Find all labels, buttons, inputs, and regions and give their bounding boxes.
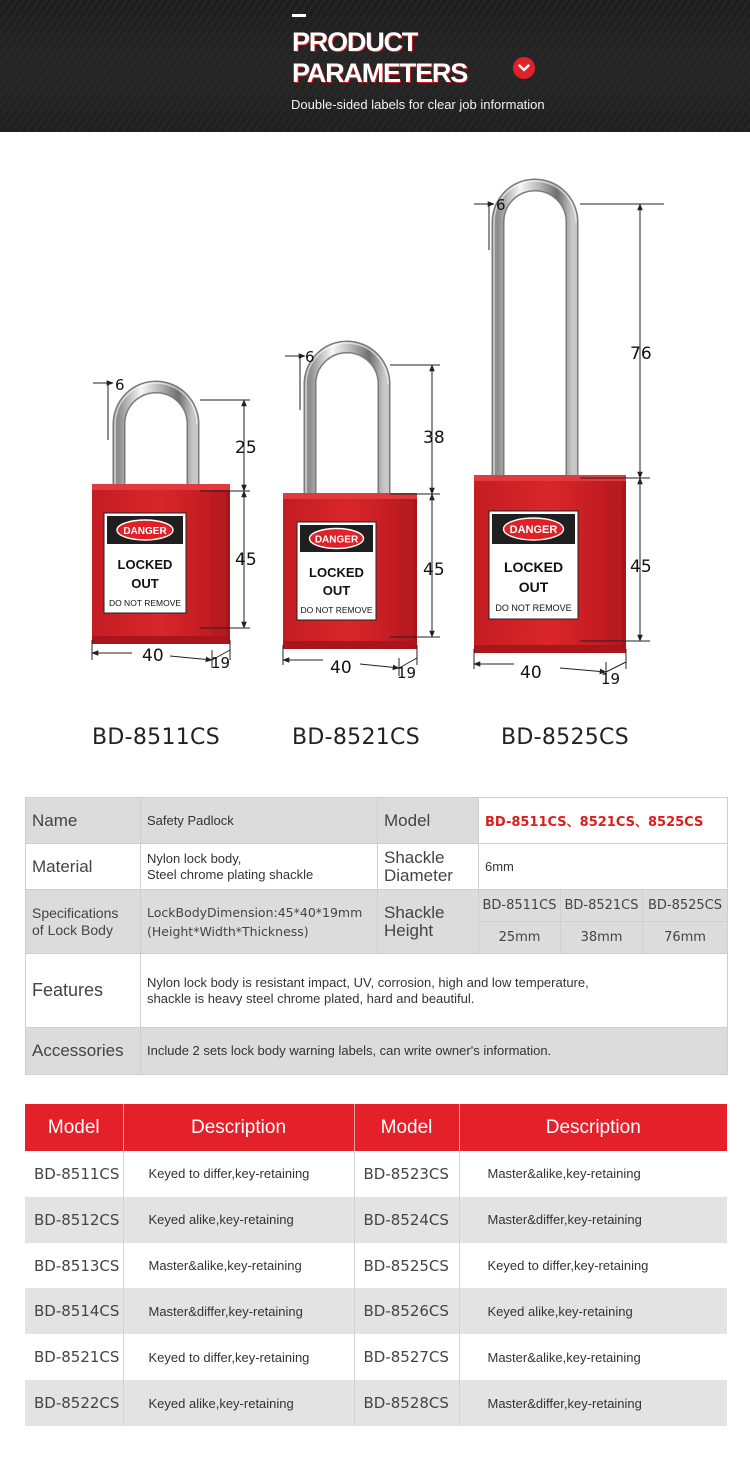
row-1-desc-b: Master&alike,key-retaining [487,1166,641,1182]
padlock-1 [92,376,257,672]
row-2-desc-a: Keyed alike,key-retaining [123,1197,354,1243]
spec-shackle-dia-label-1: Shackle [384,847,445,867]
padlock-3 [474,181,664,688]
row-5-model-b: BD-8527CS [354,1334,459,1380]
header-banner [0,0,750,132]
spec-table [25,797,728,1075]
lock-1-locked-text: LOCKED [117,557,173,572]
spec-shackle-h-model-2: BD-8521CS [561,890,643,922]
row-4-model-b: BD-8526CS [354,1288,459,1334]
row-6-desc-b: Master&differ,key-retaining [459,1380,727,1426]
model-description-table [25,1104,727,1426]
spec-features-value [141,954,728,1028]
lock-2-locked-text: LOCKED [309,565,364,580]
lock-3-model-caption: BD-8525CS [501,725,629,750]
lock-2-remove-text: DO NOT REMOVE [300,605,373,615]
lock-3-dim-shackle: 76 [630,344,652,364]
spec-material-label: Material [26,844,141,890]
spec-shackle-h-value-3: 76mm [643,922,728,954]
spec-shackle-dia-value: 6mm [479,844,728,890]
row-3-desc-b: Keyed to differ,key-retaining [487,1258,649,1274]
row-5-desc-b: Master&alike,key-retaining [487,1349,641,1365]
spec-features-label: Features [26,954,141,1028]
row-4-desc-a: Master&differ,key-retaining [123,1288,354,1334]
row-5-desc-a: Keyed to differ,key-retaining [123,1334,354,1380]
lock-2-dim-dia: 6 [305,348,315,366]
model-table-header [25,1104,727,1151]
spec-row-specs-top [26,890,728,922]
row-6-desc-a: Keyed alike,key-retaining [123,1380,354,1426]
lock-1-dim-thick: 19 [211,654,231,672]
spec-shackle-h-model-3: BD-8525CS [643,890,728,922]
page-subtitle: Double-sided labels for clear job information [291,97,545,112]
header-model-2: Model [354,1104,459,1151]
row-3-desc-a: Master&alike,key-retaining [123,1243,354,1289]
table-row [25,1151,727,1197]
spec-shackle-h-model-1: BD-8511CS [479,890,561,922]
spec-name-label: Name [26,798,141,844]
spec-material-line1: Nylon lock body, [147,850,242,866]
spec-model-label: Model [378,798,479,844]
lock-3-locked-text: LOCKED [503,559,564,575]
table-row [25,1288,727,1334]
row-2-model-b: BD-8524CS [354,1197,459,1243]
header-description-1: Description [123,1104,354,1151]
spec-row-features [26,954,728,1028]
row-3-model-a: BD-8513CS [25,1243,123,1289]
lock-1-dim-dia: 6 [115,376,125,394]
spec-shackle-h-value-1: 25mm [479,922,561,954]
row-4-desc-b: Keyed alike,key-retaining [459,1288,727,1334]
row-1-desc-a: Keyed to differ,key-retaining [123,1151,354,1197]
lock-2-dim-body: 45 [423,560,445,580]
header-description-2: Description [459,1104,727,1151]
spec-shackle-h-label-1: Shackle [384,902,445,922]
padlock-2 [283,343,445,682]
spec-features-line1: Nylon lock body is resistant impact, UV, corrosion, high and low temperature, [147,974,589,990]
lock-2-dim-shackle: 38 [423,428,445,448]
spec-row-material [26,844,728,890]
page-title-line1: PRODUCT [292,27,418,57]
spec-shackle-h-label [378,890,479,954]
lock-2-dim-thick: 19 [397,664,417,682]
spec-name-value: Safety Padlock [141,798,378,844]
row-6-model-b: BD-8528CS [354,1380,459,1426]
spec-model-value: BD-8511CS、8521CS、8525CS [479,798,728,844]
row-6-model-a: BD-8522CS [25,1380,123,1426]
spec-row-name [26,798,728,844]
spec-body-value-2: (Height*Width*Thickness) [147,923,309,939]
row-2-desc-b: Master&differ,key-retaining [459,1197,727,1243]
row-1-model-a: BD-8511CS [25,1151,123,1197]
table-row [25,1197,727,1243]
spec-accessories-value: Include 2 sets lock body warning labels, can write owner's information. [141,1028,728,1075]
title-accent-bar [292,14,306,17]
spec-body-label [26,890,141,954]
lock-3-dim-body: 45 [630,557,652,577]
spec-shackle-h-label-2: Height [384,920,434,940]
padlock-dimension-drawing [0,132,750,792]
lock-1-model-caption: BD-8511CS [92,725,220,750]
lock-2-dim-width: 40 [330,658,352,678]
spec-body-label-2: of Lock Body [32,921,113,938]
table-row [25,1334,727,1380]
spec-material-value [141,844,378,890]
lock-3-remove-text: DO NOT REMOVE [495,603,572,613]
lock-1-danger-text: DANGER [123,526,167,537]
lock-3-dim-thick: 19 [601,670,621,688]
chevron-down-icon [513,57,535,79]
row-4-model-a: BD-8514CS [25,1288,123,1334]
spec-shackle-h-value-2: 38mm [561,922,643,954]
spec-body-value-1: LockBodyDimension:45*40*19mm [147,904,363,920]
table-row [25,1380,727,1426]
lock-1-out-text: OUT [131,576,159,591]
lock-2-out-text: OUT [322,583,351,598]
lock-2-danger-text: DANGER [314,534,359,546]
spec-accessories-label: Accessories [26,1028,141,1075]
row-2-model-a: BD-8512CS [25,1197,123,1243]
spec-row-accessories [26,1028,728,1075]
lock-3-dim-width: 40 [520,663,542,683]
lock-3-out-text: OUT [518,579,549,595]
lock-3-danger-text: DANGER [509,524,558,536]
spec-body-value [141,890,378,954]
lock-1-dim-width: 40 [142,646,164,666]
lock-1-dim-shackle: 25 [235,438,257,458]
spec-shackle-dia-label [378,844,479,890]
lock-3-dim-dia: 6 [496,196,506,214]
row-1-model-b: BD-8523CS [354,1151,459,1197]
header-model-1: Model [25,1104,123,1151]
lock-1-dim-body: 45 [235,550,257,570]
row-5-model-a: BD-8521CS [25,1334,123,1380]
row-3-model-b: BD-8525CS [354,1243,459,1289]
spec-material-line2: Steel chrome plating shackle [147,866,314,882]
lock-2-model-caption: BD-8521CS [292,725,420,750]
spec-features-line2: shackle is heavy steel chrome plated, hard and beautiful. [147,990,475,1006]
table-row [25,1243,727,1289]
page-title-line2: PARAMETERS [292,58,468,88]
lock-1-remove-text: DO NOT REMOVE [108,598,182,608]
spec-shackle-dia-label-2: Diameter [384,865,453,885]
spec-body-label-1: Specifications [32,904,119,921]
